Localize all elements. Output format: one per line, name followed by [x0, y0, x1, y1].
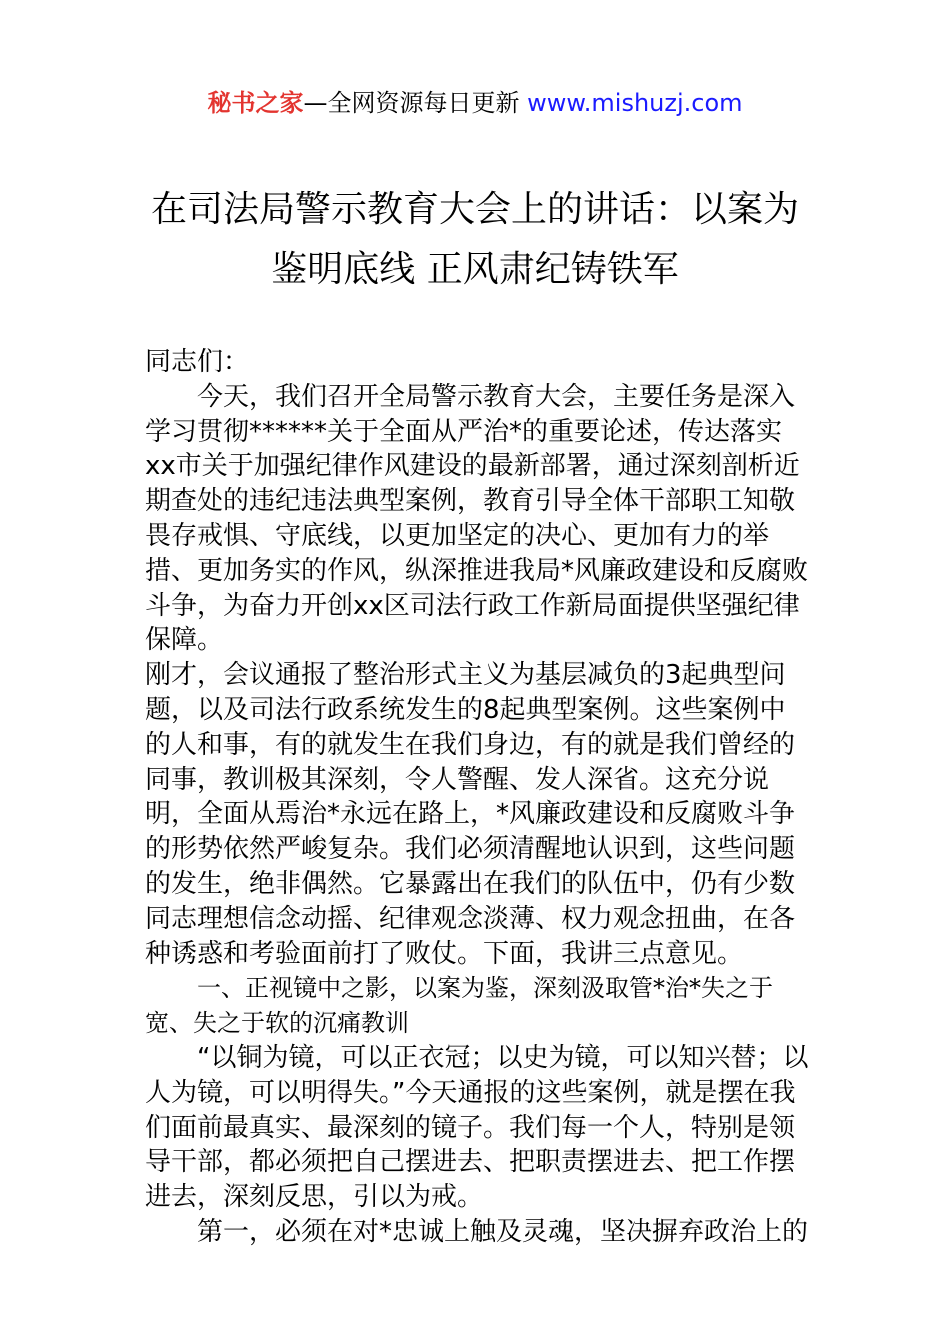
document-body [145, 345, 810, 1250]
paragraph-1: 今天，我们召开全局警示教育大会，主要任务是深入学习贯彻******关于全面从严治*的重要论述，传达落实xx市关于加强纪律作风建设的最新部署，通过深刻剖析近期查处的违纪违法典型案例，教育引导全体干部职工知敬畏存戒惧、守底线，以更加坚定的决心、更加有力的举措、更加务实的作风，纵深推进我局*风廉政建设和反腐败斗争，为奋力开创xx区司法行政工作新局面提供坚强纪律保障。 [145, 381, 809, 656]
header-tagline: —全网资源每日更新 [303, 89, 528, 117]
title-line-1: 在司法局警示教育大会上的讲话：以案为 [150, 189, 799, 230]
brand-name: 秘书之家 [207, 89, 304, 117]
paragraph-4: 第一，必须在对*忠诚上触及灵魂，坚决摒弃政治上的 [197, 1216, 809, 1247]
paragraph-2: 刚才，会议通报了整治形式主义为基层减负的3起典型问题，以及司法行政系统发生的8起典型案例。这些案例中的人和事，有的就发生在我们身边，有的就是我们曾经的同事，教训极其深刻，令人警醒、发人深省。这充分说明，全面从焉治*永远在路上，*风廉政建设和反腐败斗争的形势依然严峻复杂。我们必须清醒地认识到，这些问题的发生，绝非偶然。它暴露出在我们的队伍中，仍有少数同志理想信念动摇、纪律观念淡薄、权力观念扭曲，在各种诱惑和考验面前打了败仗。下面，我讲三点意见。 [145, 660, 796, 969]
site-header [0, 86, 950, 120]
paragraph-3: “以铜为镜，可以正衣冠；以史为镜，可以知兴替；以人为镜，可以明得失。”今天通报的这些案例，就是摆在我们面前最真实、最深刻的镜子。我们每一个人，特别是领导干部，都必须把自己摆进去、把职责摆进去、把工作摆进去，深刻反思，引以为戒。 [145, 1042, 809, 1213]
section-heading-1: 一、正视镜中之影，以案为鉴，深刻汲取管*治*失之于宽、失之于软的沉痛教训 [145, 974, 773, 1038]
site-url-link[interactable]: www.mishuzj.com [527, 89, 743, 117]
document-title [120, 180, 830, 300]
title-line-2: 鉴明底线 正风肃纪铸铁军 [271, 249, 679, 290]
salutation: 同志们： [145, 347, 250, 377]
